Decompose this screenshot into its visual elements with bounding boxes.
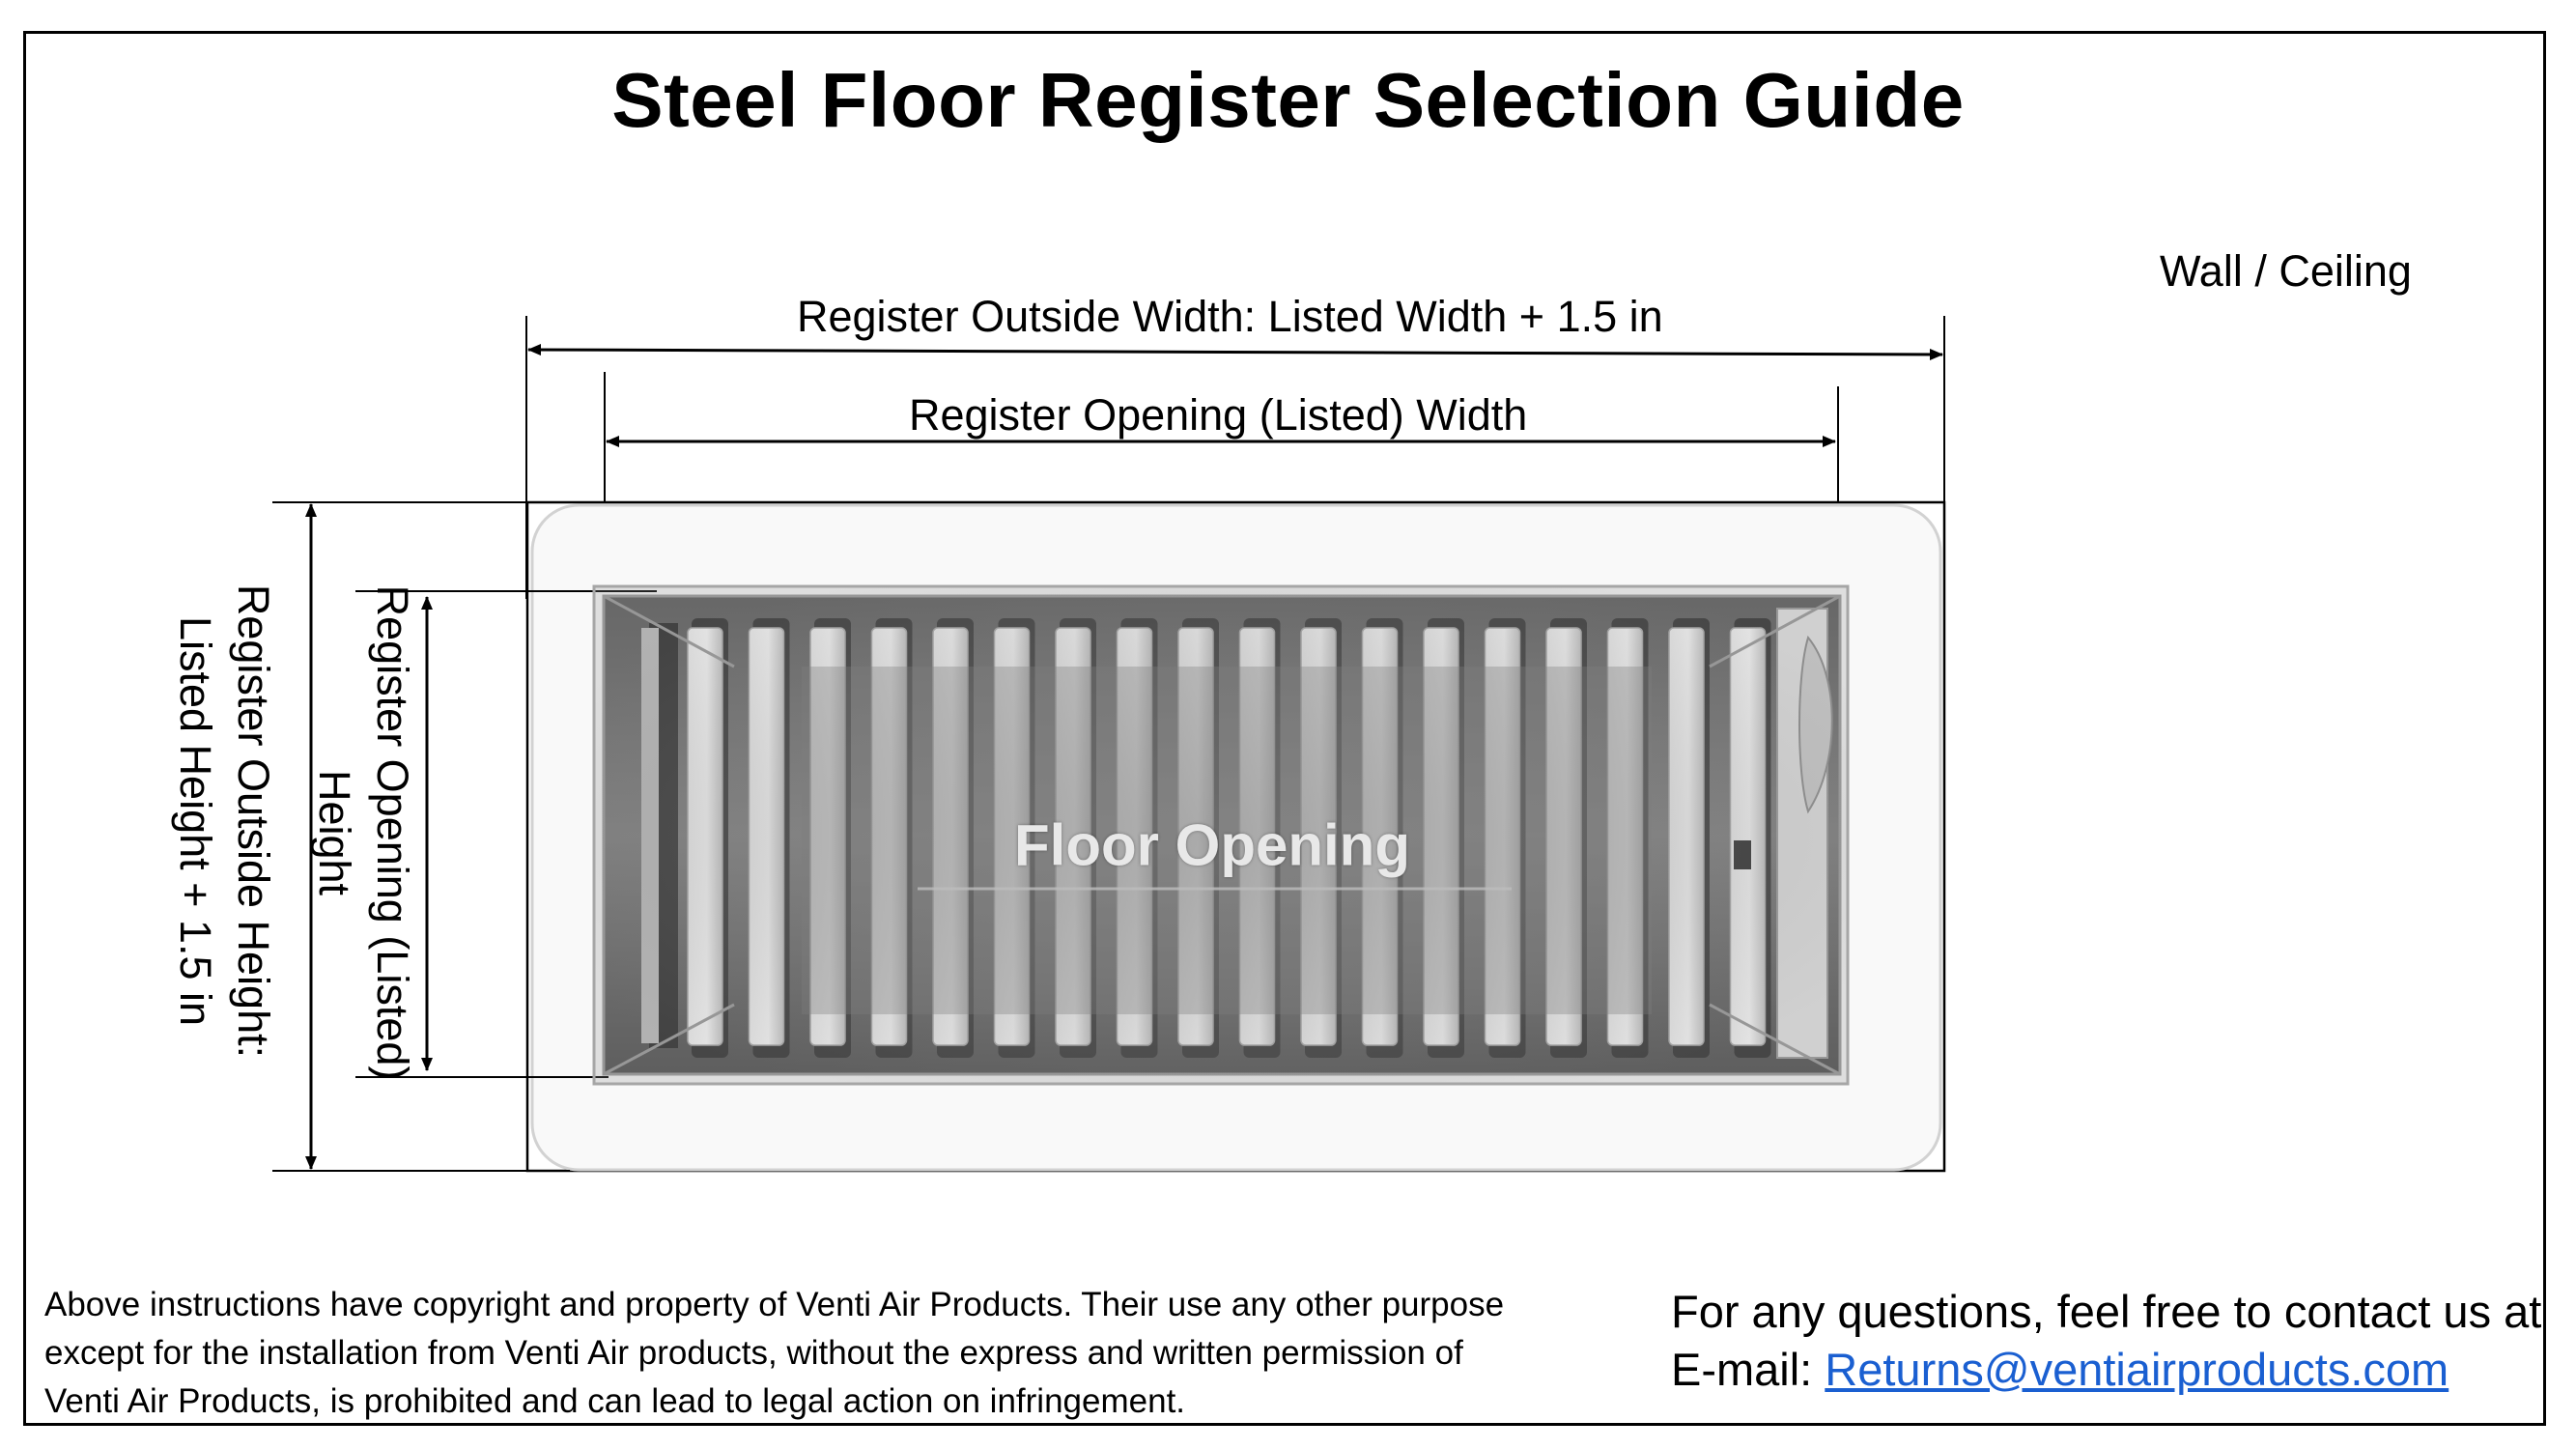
opening-width-label: Register Opening (Listed) Width xyxy=(909,390,1528,440)
outside-height-label xyxy=(166,584,282,1058)
opening-height-label-line1: Register Opening (Listed) xyxy=(368,584,417,1081)
outside-width-arrow xyxy=(528,350,1942,355)
wall-ceiling-label: Wall / Ceiling xyxy=(2160,246,2412,296)
email-link[interactable]: Returns@ventiairproducts.com xyxy=(1825,1344,2449,1395)
copyright-notice xyxy=(44,1281,1590,1426)
floor-opening-label: Floor Opening xyxy=(1014,812,1410,878)
opening-height-label xyxy=(305,585,421,1081)
contact-block xyxy=(1671,1283,2541,1399)
copyright-line: Above instructions have copyright and property of Venti Air Products. Their use any other purpose xyxy=(44,1286,1505,1323)
copyright-line: except for the installation from Venti Air products, without the express and written permission of xyxy=(44,1334,1463,1372)
opening-height-label-line2: Height xyxy=(310,769,359,896)
outside-height-label-line1: Register Outside Height: xyxy=(229,583,278,1059)
email-line xyxy=(1671,1341,2541,1399)
email-prefix: E-mail: xyxy=(1671,1344,1826,1395)
copyright-line: Venti Air Products, is prohibited and can lead to legal action on infringement. xyxy=(44,1382,1186,1420)
outside-width-label: Register Outside Width: Listed Width + 1.5 in xyxy=(797,292,1663,341)
outside-height-label-line2: Listed Height + 1.5 in xyxy=(171,615,220,1027)
contact-line: For any questions, feel free to contact us at xyxy=(1671,1286,2542,1337)
page-title: Steel Floor Register Selection Guide xyxy=(611,57,1965,143)
